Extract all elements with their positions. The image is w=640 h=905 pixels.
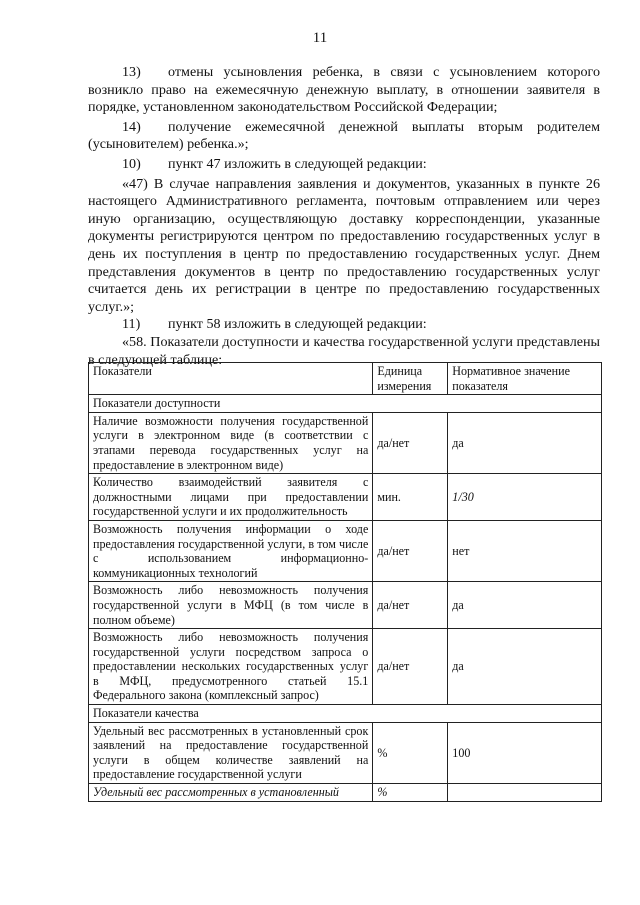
indicator-unit: да/нет <box>373 629 448 705</box>
table-row <box>89 629 602 705</box>
section-row-quality <box>89 705 602 723</box>
indicator-value: да <box>448 582 602 629</box>
paragraph-item-14 <box>88 119 600 154</box>
header-normative-value: Нормативное значение показателя <box>448 363 602 395</box>
table-row <box>89 722 602 783</box>
paragraph-text: пункт 58 изложить в следующей редакции: <box>168 316 427 333</box>
paragraph-item-11 <box>88 316 600 334</box>
paragraph-text: отмены усыновления ребенка, в связи с усыновлением которого возникло право на ежемесячную денежную выплату, в отношении заявителя в порядке, установленном законодательством Российской Федерации; <box>88 64 600 116</box>
indicator-name: Наличие возможности получения государственной услуги в электронном виде (в соответствии с этапами перевода государственных услуг на предоставление в электронном виде) <box>89 412 373 473</box>
table-row <box>89 412 602 473</box>
paragraph-item-13 <box>88 64 600 117</box>
item-number: 13) <box>122 64 141 80</box>
indicator-value: да <box>448 629 602 705</box>
indicator-name: Возможность либо невозможность получения государственной услуги в МФЦ (в том числе в полном объеме) <box>89 582 373 629</box>
indicator-unit: да/нет <box>373 412 448 473</box>
indicator-name: Удельный вес рассмотренных в установленный срок заявлений на предоставление государственной услуги в общем количестве заявлений на предоставление государственной услуги <box>89 722 373 783</box>
indicator-unit: % <box>373 784 448 802</box>
table-row <box>89 474 602 521</box>
indicator-name: Количество взаимодействий заявителя с должностными лицами при предоставлении государственной услуги и их продолжительность <box>89 474 373 521</box>
table-header-row <box>89 363 602 395</box>
item-number: 10) <box>122 155 141 172</box>
paragraph-text: пункт 47 изложить в следующей редакции: <box>168 155 427 172</box>
header-indicators: Показатели <box>89 363 373 395</box>
indicator-value: нет <box>448 520 602 581</box>
indicator-unit: да/нет <box>373 582 448 629</box>
document-body <box>88 64 600 369</box>
indicator-name: Возможность либо невозможность получения государственной услуги посредством запроса о предоставлении нескольких государственных услуг в МФЦ, предусмотренного статьей 15.1 Федерального закона (комплексный запрос) <box>89 629 373 705</box>
section-title-access: Показатели доступности <box>89 395 602 413</box>
indicator-value: да <box>448 412 602 473</box>
indicators-table <box>88 362 602 802</box>
table-row <box>89 582 602 629</box>
indicator-unit: да/нет <box>373 520 448 581</box>
table-row <box>89 784 602 802</box>
indicator-name: Удельный вес рассмотренных в установленный <box>89 784 373 802</box>
item-number: 11) <box>122 316 141 333</box>
indicator-value: 100 <box>448 722 602 783</box>
paragraph-item-10 <box>88 156 600 174</box>
paragraph-text: получение ежемесячной денежной выплаты вторым родителем (усыновителем) ребенка.»; <box>88 118 600 153</box>
section-row-access <box>89 395 602 413</box>
indicator-unit: % <box>373 722 448 783</box>
header-unit: Единица измерения <box>373 363 448 395</box>
paragraph-point-47 <box>88 176 600 317</box>
indicator-value <box>448 784 602 802</box>
indicator-unit: мин. <box>373 474 448 521</box>
table-row <box>89 520 602 581</box>
item-number: 14) <box>122 118 141 135</box>
paragraph-text: «58. Показатели доступности и качества государственной услуги представлены в следующей таблице: <box>88 333 600 368</box>
paragraph-text: «47) В случае направления заявления и документов, указанных в пункте 26 настоящего Административного регламента, почтовым отправлением или через иную организацию, осуществляющую доставку корреспонденции, указанные документы регистрируются центром по предоставлению государственных услуг в день их поступления в центр по предоставлению государственных услуг. Днем представления документов в центр по предоставлению государственных услуг считается день их регистрации в центре по предоставлению государственных услуг.»; <box>88 175 600 315</box>
page-number: 11 <box>312 30 328 46</box>
indicator-value: 1/30 <box>448 474 602 521</box>
section-title-quality: Показатели качества <box>89 705 602 723</box>
indicator-name: Возможность получения информации о ходе предоставления государственной услуги, в том числе с использованием информационно-коммуникационных технологий <box>89 520 373 581</box>
